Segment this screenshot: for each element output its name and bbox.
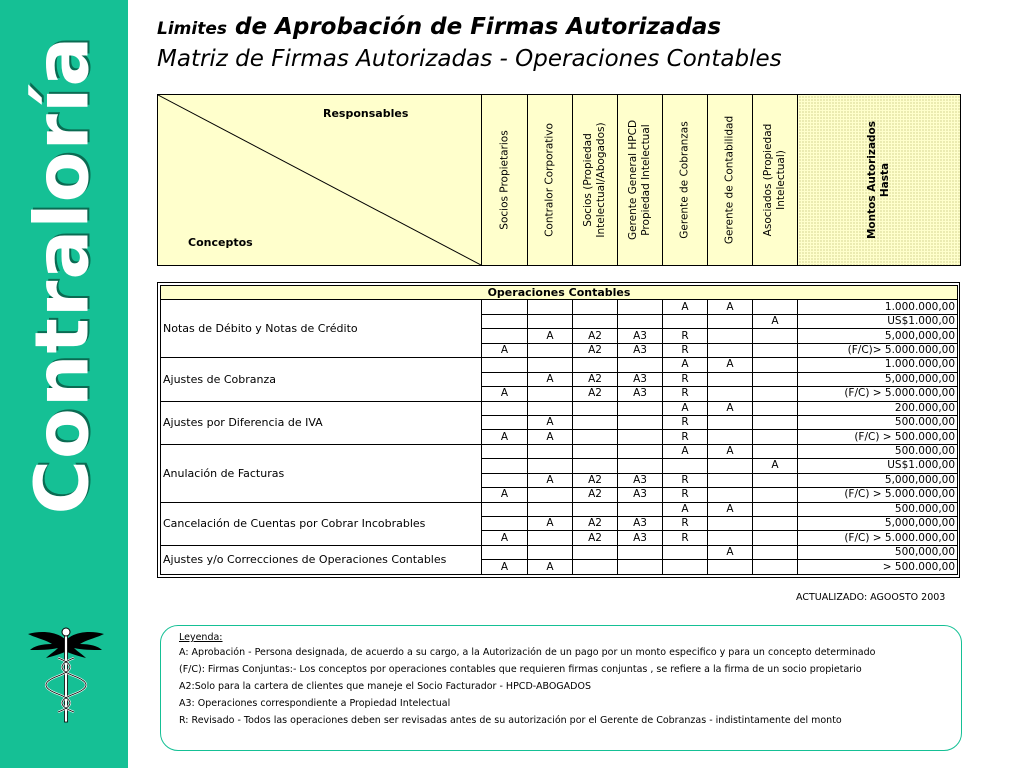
concept-label: Ajustes de Cobranza (161, 358, 482, 401)
signature-cell: R (663, 415, 708, 429)
role-label: Socios Propietarios (498, 130, 510, 230)
concept-label: Ajustes y/o Correcciones de Operaciones Contables (161, 545, 482, 574)
signature-cell (618, 502, 663, 516)
signature-cell: A (528, 560, 573, 575)
signature-cell (753, 300, 798, 314)
signature-cell (708, 329, 753, 343)
signature-cell (528, 358, 573, 372)
signature-cell (753, 358, 798, 372)
sidebar-title: Contraloría (19, 35, 106, 515)
signature-cell: R (663, 430, 708, 444)
signature-cell (753, 329, 798, 343)
amount-cell: (F/C) > 5.000.000,00 (798, 531, 958, 545)
signature-cell: A3 (618, 531, 663, 545)
signature-cell: R (663, 488, 708, 502)
signature-cell: A3 (618, 372, 663, 386)
table-row (161, 300, 958, 314)
signature-cell: A (482, 488, 528, 502)
role-header (663, 95, 708, 266)
signature-cell: A3 (618, 488, 663, 502)
amount-cell: (F/C) > 5.000.000,00 (798, 387, 958, 401)
signature-cell: A (663, 502, 708, 516)
signature-cell: A3 (618, 517, 663, 531)
signature-cell: A (753, 314, 798, 328)
signature-cell (708, 531, 753, 545)
signature-cell (708, 343, 753, 357)
signature-cell: R (663, 343, 708, 357)
signature-cell (482, 300, 528, 314)
signature-cell (482, 358, 528, 372)
amount-cell: 5,000,000,00 (798, 473, 958, 487)
signature-cell (573, 300, 618, 314)
legend-line: A: Aprobación - Persona designada, de acuerdo a su cargo, a la Autorización de un pago por un monto especifico y para un concepto determinado (179, 647, 876, 658)
signature-cell (618, 314, 663, 328)
signature-cell: A (663, 444, 708, 458)
signature-cell (482, 372, 528, 386)
amount-cell: 500.000,00 (798, 444, 958, 458)
amount-cell: 5,000,000,00 (798, 372, 958, 386)
signature-cell (618, 545, 663, 559)
signature-cell: A2 (573, 372, 618, 386)
signature-cell (663, 560, 708, 575)
operations-table (160, 285, 958, 575)
signature-cell: A (482, 343, 528, 357)
role-label: Gerente de Contabilidad (723, 115, 736, 245)
legend-line: A2:Solo para la cartera de clientes que maneje el Socio Facturador - HPCD-ABOGADOS (179, 681, 591, 692)
signature-cell (708, 430, 753, 444)
signature-cell: A2 (573, 473, 618, 487)
signature-cell (618, 415, 663, 429)
header-corner (158, 95, 482, 266)
signature-cell: A (663, 358, 708, 372)
role-header (618, 95, 663, 266)
legend-line: A3: Operaciones correspondiente a Propiedad Intelectual (179, 698, 451, 709)
signature-cell (663, 545, 708, 559)
signature-cell (528, 459, 573, 473)
signature-cell (708, 473, 753, 487)
signature-cell: A (528, 372, 573, 386)
amount-cell: > 500.000,00 (798, 560, 958, 575)
signature-cell (573, 444, 618, 458)
role-label: Asociados (Propiedad Intelectual) (762, 123, 787, 237)
role-header (573, 95, 618, 266)
label-conceptos: Conceptos (188, 236, 253, 249)
signature-cell (753, 473, 798, 487)
signature-cell (528, 314, 573, 328)
signature-cell: A (528, 473, 573, 487)
signature-cell: A3 (618, 473, 663, 487)
signature-cell (708, 560, 753, 575)
concept-label: Notas de Débito y Notas de Crédito (161, 300, 482, 358)
signature-cell (753, 401, 798, 415)
signature-cell (528, 343, 573, 357)
signature-cell (753, 444, 798, 458)
signature-cell (573, 401, 618, 415)
signature-cell (482, 329, 528, 343)
role-header (528, 95, 573, 266)
page-title: Limites de Aprobación de Firmas Autorizadas (157, 14, 722, 40)
sidebar (0, 0, 128, 768)
concept-label: Anulación de Facturas (161, 444, 482, 502)
signature-cell (618, 300, 663, 314)
signature-cell: R (663, 517, 708, 531)
signature-cell: R (663, 372, 708, 386)
matrix-header (157, 94, 961, 266)
signature-cell: A (663, 401, 708, 415)
amount-cell: (F/C) > 5.000.000,00 (798, 488, 958, 502)
role-label: Socios (Propiedad Intelectual/Abogados) (582, 122, 607, 238)
signature-cell (573, 545, 618, 559)
signature-cell: A (708, 401, 753, 415)
signature-cell: A3 (618, 329, 663, 343)
section-title: Operaciones Contables (161, 286, 958, 300)
signature-cell (482, 444, 528, 458)
amount-cell: US$1.000,00 (798, 459, 958, 473)
table-row (161, 444, 958, 458)
signature-cell: A (482, 430, 528, 444)
signature-cell (528, 401, 573, 415)
signature-cell: A (482, 387, 528, 401)
role-header (753, 95, 798, 266)
signature-cell (753, 531, 798, 545)
montos-label: Montos Autorizados Hasta (866, 120, 891, 240)
signature-cell (708, 387, 753, 401)
role-label: Gerente de Cobranzas (678, 121, 691, 239)
signature-cell: A2 (573, 531, 618, 545)
signature-cell: A (482, 560, 528, 575)
signature-cell (708, 517, 753, 531)
amount-cell: 200.000,00 (798, 401, 958, 415)
concept-label: Ajustes por Diferencia de IVA (161, 401, 482, 444)
signature-cell (753, 517, 798, 531)
signature-cell: A (528, 517, 573, 531)
signature-cell (573, 459, 618, 473)
amount-cell: (F/C)> 5.000.000,00 (798, 343, 958, 357)
signature-cell (753, 387, 798, 401)
signature-cell (618, 560, 663, 575)
role-label: Gerente General HPCD Propiedad Intelectual (627, 119, 652, 241)
legend-title: Leyenda: (179, 632, 223, 643)
updated-note: ACTUALIZADO: AGOOSTO 2003 (796, 592, 946, 603)
table-row (161, 401, 958, 415)
signature-cell (528, 387, 573, 401)
signature-cell (663, 459, 708, 473)
amount-cell: 500,000,00 (798, 545, 958, 559)
caduceus-logo (28, 626, 104, 724)
signature-cell (482, 545, 528, 559)
signature-cell (753, 545, 798, 559)
signature-cell (618, 459, 663, 473)
signature-cell: A (528, 430, 573, 444)
table-row (161, 545, 958, 559)
label-responsables: Responsables (323, 107, 409, 120)
montos-header (798, 95, 961, 266)
signature-cell (528, 531, 573, 545)
signature-cell (708, 459, 753, 473)
signature-cell: A (753, 459, 798, 473)
signature-cell (528, 300, 573, 314)
signature-cell (618, 358, 663, 372)
role-header (708, 95, 753, 266)
signature-cell: A (708, 300, 753, 314)
table-row (161, 502, 958, 516)
signature-cell (753, 372, 798, 386)
signature-cell (573, 314, 618, 328)
legend-box (160, 625, 962, 751)
signature-cell (573, 415, 618, 429)
signature-cell: A (528, 329, 573, 343)
signature-cell: R (663, 531, 708, 545)
signature-cell (573, 502, 618, 516)
signature-cell (482, 459, 528, 473)
signature-cell: A2 (573, 488, 618, 502)
signature-cell (618, 444, 663, 458)
signature-cell: A (708, 358, 753, 372)
signature-cell (482, 314, 528, 328)
signature-cell (482, 473, 528, 487)
signature-cell (573, 560, 618, 575)
amount-cell: 1.000.000,00 (798, 358, 958, 372)
amount-cell: (F/C) > 500.000,00 (798, 430, 958, 444)
signature-cell: A2 (573, 343, 618, 357)
signature-cell (708, 415, 753, 429)
signature-cell (753, 502, 798, 516)
signature-cell (753, 343, 798, 357)
signature-cell: A (663, 300, 708, 314)
signature-cell (528, 444, 573, 458)
amount-cell: 1.000.000,00 (798, 300, 958, 314)
signature-cell (528, 502, 573, 516)
signature-cell: A (708, 444, 753, 458)
role-header (482, 95, 528, 266)
amount-cell: 500.000,00 (798, 502, 958, 516)
signature-cell (708, 372, 753, 386)
signature-cell: A (528, 415, 573, 429)
signature-cell (482, 502, 528, 516)
legend-line: (F/C): Firmas Conjuntas:- Los conceptos por operaciones contables que requieren firmas conjuntas , se refiere a la firma de un socio propietario (179, 664, 862, 675)
signature-cell (573, 430, 618, 444)
table-row (161, 358, 958, 372)
signature-cell (482, 415, 528, 429)
signature-cell (708, 488, 753, 502)
signature-cell: A2 (573, 387, 618, 401)
signature-cell (753, 430, 798, 444)
signature-cell: A (482, 531, 528, 545)
signature-cell (753, 560, 798, 575)
signature-cell: A2 (573, 329, 618, 343)
legend-line: R: Revisado - Todos las operaciones deben ser revisadas antes de su autorización por el Gerente de Cobranzas - indistintamente del monto (179, 715, 842, 726)
role-label: Contralor Corporativo (543, 123, 556, 237)
signature-cell: A3 (618, 343, 663, 357)
signature-cell (618, 401, 663, 415)
concept-label: Cancelación de Cuentas por Cobrar Incobrables (161, 502, 482, 545)
signature-cell: A3 (618, 387, 663, 401)
amount-cell: 5,000,000,00 (798, 329, 958, 343)
amount-cell: US$1.000,00 (798, 314, 958, 328)
signature-cell: A (708, 502, 753, 516)
signature-cell (528, 545, 573, 559)
signature-cell: A2 (573, 517, 618, 531)
signature-cell (528, 488, 573, 502)
signature-cell: A (708, 545, 753, 559)
signature-cell (753, 415, 798, 429)
signature-cell (753, 488, 798, 502)
amount-cell: 5,000,000,00 (798, 517, 958, 531)
signature-cell: R (663, 329, 708, 343)
signature-cell (618, 430, 663, 444)
page-subtitle: Matriz de Firmas Autorizadas - Operaciones Contables (157, 46, 782, 72)
signature-cell (482, 401, 528, 415)
signature-cell (482, 517, 528, 531)
signature-cell: R (663, 387, 708, 401)
signature-cell (663, 314, 708, 328)
signature-cell (573, 358, 618, 372)
amount-cell: 500.000,00 (798, 415, 958, 429)
signature-cell: R (663, 473, 708, 487)
signature-cell (708, 314, 753, 328)
operations-table-frame (157, 282, 960, 578)
